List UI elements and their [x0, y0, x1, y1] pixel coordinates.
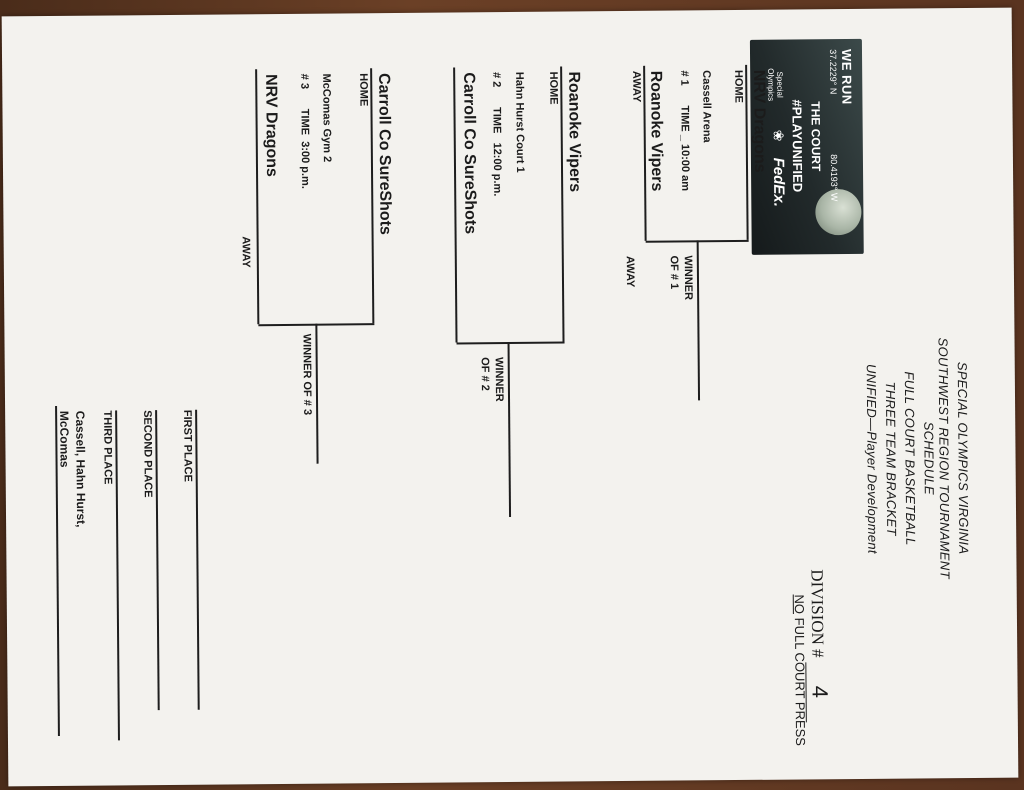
second-place-label: SECOND PLACE: [141, 410, 154, 498]
fedex-logo: FedEx.: [769, 157, 788, 207]
game1-time: TIME _ 10:00 am: [678, 105, 692, 192]
winner1-text-a: WINNER: [681, 255, 695, 301]
winner2-text-a: WINNER: [492, 357, 506, 402]
winner2-line: [508, 342, 511, 517]
winner3-line: [316, 324, 319, 464]
game2-venue: Hahn Hurst Court 1: [513, 71, 527, 173]
game2-away-team: Carroll Co SureShots: [460, 72, 479, 235]
logo-hashtag: #PLAYUNIFIED: [789, 99, 806, 193]
game3-home-team: Carroll Co SureShots: [375, 73, 394, 235]
division-number: 4: [805, 662, 833, 722]
second-place-line: [156, 410, 160, 710]
winner3-text: WINNER OF # 3: [300, 333, 314, 416]
level-title: UNIFIED—Player Development: [863, 363, 881, 554]
game3-away-label: AWAY: [239, 236, 252, 268]
org-title: SPECIAL OLYMPICS VIRGINIA: [954, 361, 972, 555]
division-label: DIVISION #: [807, 569, 828, 658]
winner1-away: AWAY: [623, 255, 637, 288]
game2-time: TIME 12:00 p.m.: [490, 107, 504, 197]
game1-home-label: HOME: [732, 69, 745, 104]
footer-line-2: McComas: [57, 410, 72, 468]
game3-number: # 3: [298, 73, 311, 90]
game2-away-line: [454, 67, 458, 342]
game1-number: # 1: [678, 70, 691, 86]
winner2-text-b: OF # 2: [478, 357, 491, 391]
game2-home-label: HOME: [547, 71, 560, 105]
game1-home-line: [746, 65, 749, 240]
game3-away-line: [256, 69, 260, 324]
paper-sheet: [2, 8, 1019, 787]
winner1-text-b: OF # 1: [667, 255, 681, 290]
game3-venue: McComas Gym 2: [320, 73, 333, 163]
game2-bracket-vertical: [457, 342, 565, 344]
logo-coord-n: 37.2229° N: [827, 49, 839, 95]
game3-time: TIME 3:00 p.m.: [298, 108, 312, 189]
footer-line-1: Cassell, Hahn Hurst,: [73, 410, 89, 528]
logo-line-4: THE COURT: [808, 101, 824, 172]
logo-coord-w: 80.4193° W: [828, 154, 840, 202]
game1-home-team: NRV Dragons: [750, 69, 769, 173]
bracket-page: [2, 8, 1019, 787]
game1-away-team: Roanoke Vipers: [647, 70, 666, 192]
schedule-title: SOUTHWEST REGION TOURNAMENT SCHEDULE: [921, 337, 953, 579]
press-no: NO: [791, 594, 807, 615]
game3-away-team: NRV Dragons: [262, 74, 281, 177]
third-place-line: [116, 410, 120, 740]
game2-home-team: Roanoke Vipers: [565, 71, 584, 193]
game3-home-label: HOME: [357, 73, 370, 107]
logo-line-1: WE RUN: [838, 48, 855, 105]
heart-icon: ❀: [770, 129, 787, 142]
special-olympics-logo: Special Olympics: [766, 68, 785, 102]
first-place-line: [196, 410, 200, 710]
sport-title: FULL COURT BASKETBALL: [901, 371, 919, 546]
game1-venue: Cassell Arena: [700, 70, 713, 143]
first-place-label: FIRST PLACE: [181, 409, 194, 482]
press-rest: FULL COURT PRESS: [791, 613, 809, 747]
third-place-label: THIRD PLACE: [101, 410, 114, 485]
division-heading: [805, 569, 833, 722]
bracket-title: THREE TEAM BRACKET: [882, 381, 900, 536]
press-rule: [792, 594, 808, 746]
game2-number: # 2: [490, 72, 503, 88]
winner1-line: [697, 240, 700, 400]
game1-away-label: AWAY: [630, 70, 643, 103]
